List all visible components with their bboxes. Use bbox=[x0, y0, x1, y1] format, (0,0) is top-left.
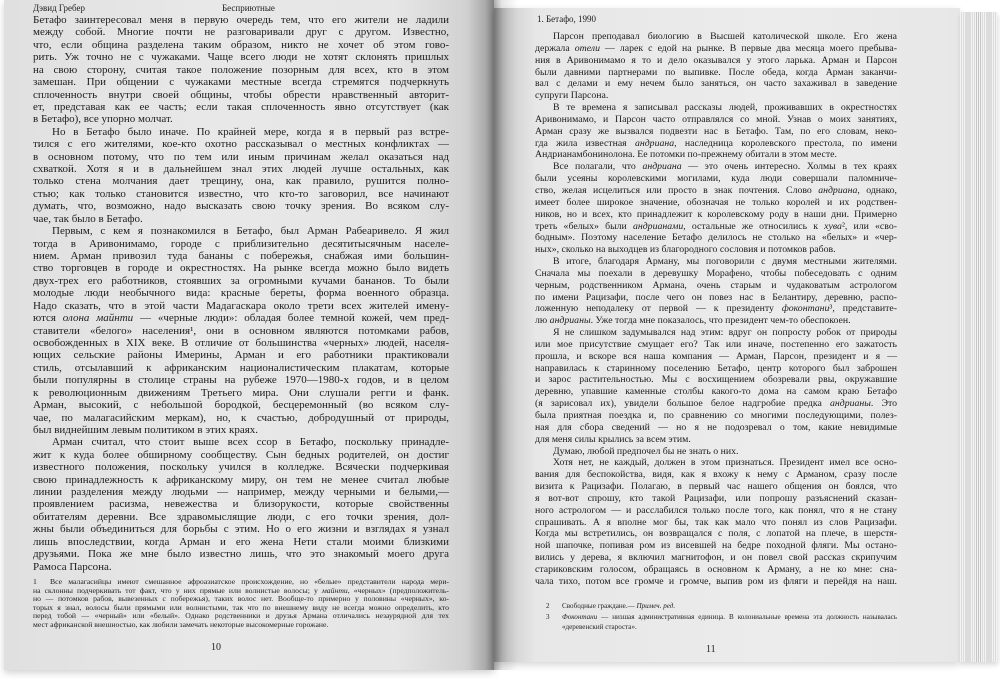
text-line bbox=[33, 200, 449, 212]
text-run: В те времена я записывал рассказы людей, проживавших в окрестностях bbox=[553, 102, 897, 114]
text-line bbox=[535, 102, 897, 114]
text-line bbox=[33, 126, 449, 138]
text-run: ет, представая как ее часть; если такая сплоченность явно отсутствует (как bbox=[33, 100, 449, 113]
footnotes bbox=[33, 578, 449, 630]
text-run: деревню, упавшие каменные столбы какого-то дома на самом краю Бетафо bbox=[535, 386, 897, 398]
italic-term: майнти bbox=[321, 585, 348, 595]
text-run: только стена молчания дает трещину, она, как правило, рушится полно- bbox=[33, 175, 449, 188]
text-run: Я не слишком задумывался над этим: вдруг он попросту робок от природы bbox=[553, 327, 897, 339]
text-line bbox=[535, 363, 897, 375]
text-line bbox=[33, 287, 449, 299]
body-text bbox=[535, 31, 897, 588]
text-line bbox=[535, 327, 897, 339]
text-line bbox=[535, 78, 897, 90]
text-line bbox=[33, 474, 449, 486]
text-line bbox=[535, 268, 897, 280]
text-run: ются bbox=[33, 312, 63, 325]
text-run: . Это bbox=[870, 398, 897, 410]
text-run: В итоге, благодаря Арману, мы поговорили с двумя местными жителями. bbox=[553, 256, 897, 268]
paragraph bbox=[535, 457, 897, 587]
italic-term: андрианами bbox=[632, 220, 684, 232]
text-line bbox=[535, 256, 897, 268]
text-line bbox=[535, 31, 897, 43]
text-line bbox=[535, 374, 897, 386]
text-line bbox=[33, 412, 449, 424]
text-run: чае, так было в Бетафо. bbox=[33, 212, 143, 225]
text-line bbox=[535, 564, 897, 576]
text-line bbox=[33, 561, 449, 573]
text-run: Первым, с кем я познакомился в Бетафо, был Арман Рабеаривело. Я жил bbox=[52, 225, 449, 238]
text-run: ных», сколько на выходцев из благородного сословия и потомков рабов. bbox=[535, 244, 836, 256]
text-run: спрашивать. А я вполне мог бы, так как мало что понял из слов Рацизафи. bbox=[535, 516, 897, 528]
text-run: , «черных» (предположитель- bbox=[347, 585, 449, 595]
text-run: Аривонимамо, и Парсон часто отправлялся со мной. Узнав о моих занятиях, bbox=[535, 113, 897, 125]
text-run: ³, представите- bbox=[829, 303, 897, 315]
text-line bbox=[33, 163, 449, 175]
text-run: Арман считал, что стоит выше всех ссор в Бетафо, поскольку принадле- bbox=[52, 436, 449, 449]
footnote-line bbox=[33, 621, 449, 630]
text-run: линии разделения между людьми — например, между черными и белыми,— bbox=[33, 486, 449, 499]
text-line bbox=[33, 374, 449, 386]
footnote-line bbox=[546, 601, 897, 611]
text-line bbox=[33, 64, 449, 76]
text-line bbox=[33, 275, 449, 287]
text-line bbox=[535, 339, 897, 351]
text-run: — низшая административная единица. В колониальные времена эта должность называлась bbox=[597, 613, 897, 621]
text-run: направилась к старинному поселению Бетафо, центр которого был заброшен bbox=[535, 362, 897, 374]
text-line bbox=[33, 51, 449, 63]
text-line bbox=[535, 232, 897, 244]
text-run: в основном потому, что по тем или иным причинам желал оказаться над bbox=[33, 150, 449, 163]
text-run: для меня силы крылись за всем этим. bbox=[535, 433, 691, 445]
text-run: мест африканской внешностью, как любили замечать некоторые высокомерные горожане. bbox=[33, 619, 329, 629]
text-line bbox=[535, 540, 897, 552]
text-run: по имени Рацизафи, после чего он повез нас в Белантиру, деревню, распо- bbox=[535, 291, 897, 303]
text-run: тился с его жителями, кое-кто охотно рассказывал о местных конфликтах — bbox=[33, 138, 449, 151]
italic-term: олона майнти bbox=[62, 312, 134, 325]
text-run: чала тихо, потом все громче и громче, выпив ром из фляги и перейдя на наш. bbox=[535, 575, 897, 587]
text-run: ложенную неподалеку от первой — к президенту bbox=[535, 303, 782, 315]
text-run: или мое присутствие смущает его? Так или иначе, постепенно его зажатость bbox=[535, 338, 897, 350]
text-run: ного астрологом — и расслабился только после того, как понял, что я не стану bbox=[535, 504, 897, 516]
text-line bbox=[33, 548, 449, 560]
footnotes bbox=[535, 601, 897, 633]
paragraph bbox=[535, 102, 897, 161]
text-line bbox=[535, 67, 897, 79]
text-run: Рамоса Парсона. bbox=[33, 560, 112, 573]
text-line bbox=[535, 386, 897, 398]
text-line bbox=[33, 449, 449, 461]
footnote bbox=[535, 612, 897, 632]
text-run: стариковским голосом, обращаясь в основном к Арману, а не ко мне: сна- bbox=[535, 563, 897, 575]
text-line bbox=[535, 221, 897, 233]
text-run: ставители «белого» населения¹, они в основном являются потомками рабов, bbox=[33, 324, 449, 337]
text-run: замешан. При общении с чужаками местные всегда стремятся подчеркнуть bbox=[33, 76, 449, 89]
running-head-author: Дэвид Гребер bbox=[33, 3, 85, 13]
left-page bbox=[4, 0, 494, 670]
text-run: были усеяны королевскими могилами, куда люди совершали паломниче- bbox=[535, 173, 897, 185]
italic-term: Примеч. ред. bbox=[636, 602, 676, 610]
text-run: Арман, высокий, с небольшой бородкой, бесцеремонный (во всяком слу- bbox=[33, 399, 449, 412]
text-line bbox=[33, 175, 449, 187]
text-line bbox=[33, 225, 449, 237]
text-run: лю bbox=[535, 315, 550, 327]
text-run: Парсон преподавал биологию в Высшей католической школе. Его жена bbox=[553, 31, 897, 42]
text-run: — это очень интересно. Холмы в тех краях bbox=[681, 161, 898, 173]
text-line bbox=[33, 436, 449, 448]
text-line bbox=[33, 138, 449, 150]
text-line bbox=[535, 410, 897, 422]
text-run: ной шапочке, попивая ром из висевшей на бедре походной фляги. Мы остано- bbox=[535, 540, 897, 552]
text-run: но — потомков рабов, вывезенных с побережья), таких волос нет. Вообще-то примерно у половины «черных», ко- bbox=[33, 594, 449, 604]
text-run: Хотя нет, не каждый, должен в этом признаться. Президент имел все осно- bbox=[553, 457, 897, 469]
text-run: бодным». Поэтому население Бетафо делилось не столько на «белых» и «чер- bbox=[535, 232, 897, 244]
text-line bbox=[535, 576, 897, 588]
text-run: на свою сторону, считая такое положение позорным для всех, кто в этом bbox=[33, 63, 449, 76]
text-line bbox=[33, 101, 449, 113]
running-head-title: Бесприютные bbox=[222, 3, 275, 13]
text-line bbox=[33, 188, 449, 200]
text-line bbox=[535, 517, 897, 529]
text-run: Но в Бетафо было иначе. По крайней мере, когда я в первый раз встре- bbox=[52, 125, 449, 138]
text-run: вания для беспокойства, видя, как я вхожу к нему с Арманом, сразу после bbox=[535, 469, 897, 481]
text-line bbox=[33, 511, 449, 523]
body-text bbox=[33, 14, 449, 573]
text-line bbox=[33, 300, 449, 312]
text-run: супруги Парсона. bbox=[535, 90, 609, 102]
text-line bbox=[33, 337, 449, 349]
text-run: Думаю, любой предпочел бы не знать о них. bbox=[553, 445, 739, 457]
footnote-line bbox=[562, 622, 897, 632]
text-run: гда жила известная bbox=[535, 137, 635, 149]
text-run: Надо сказать, что в этой части Мадагаскара около трети всех жителей имену- bbox=[33, 299, 449, 312]
text-line bbox=[33, 39, 449, 51]
text-run: . Уже тогда мне показалось, что президент чем-то обеспокоен. bbox=[590, 315, 851, 327]
text-run: Арман сразу же вызвался подвезти нас в Бетафо. Там, по его словам, неко- bbox=[535, 125, 897, 137]
italic-term: фоконтани bbox=[781, 303, 830, 315]
text-run: были популярны в столице страны на рубеже 1970—1980-х годов, и в целом bbox=[33, 374, 449, 387]
text-run: (я зарисовал их), увидели большое белое надгробие предка bbox=[535, 398, 830, 410]
italic-term: андрианы bbox=[830, 398, 871, 410]
text-run: ющих сельские районы Имерины, Арман и его работники практиковали bbox=[33, 349, 449, 362]
text-run: были давними партнерами по выпивке. После обеда, когда Арман заканчи- bbox=[535, 66, 897, 78]
text-run: , наследница королевского престола, по имени bbox=[674, 137, 897, 149]
paragraph bbox=[535, 327, 897, 445]
text-line bbox=[33, 325, 449, 337]
text-line bbox=[33, 250, 449, 262]
footnote bbox=[535, 601, 897, 611]
text-run: держала bbox=[535, 42, 575, 54]
text-run: перед тобой — «черный» или «белый». Однако родственники и друзья Армана отличались незаурядной для тех bbox=[33, 611, 449, 621]
text-line bbox=[535, 457, 897, 469]
text-run: нием. Арман привозил туда бананы с побережья, снабжая ими большин- bbox=[33, 250, 449, 263]
text-line bbox=[535, 315, 897, 327]
text-line bbox=[33, 151, 449, 163]
text-run: в Бетафо), все упорно молчат. bbox=[33, 113, 173, 126]
paragraph bbox=[535, 446, 897, 458]
text-line bbox=[33, 89, 449, 101]
paragraph bbox=[535, 256, 897, 327]
text-run: Все полагали, что bbox=[553, 161, 643, 173]
text-run: визита к Рацизафи. Полагаю, в первый час нашего общения он боялся, что bbox=[535, 481, 897, 493]
text-run: думать, что, возможно, надо высказать свою точку зрения. Во всяком слу- bbox=[33, 200, 449, 213]
page-number: 11 bbox=[706, 644, 716, 655]
text-run: ство, желая исцелиться или просто в знак почтения. Слово bbox=[535, 184, 819, 196]
text-line bbox=[33, 213, 449, 225]
text-run: свою принадлежность к африканскому миру, он тем не менее считал любые bbox=[33, 473, 449, 486]
text-line bbox=[535, 244, 897, 256]
text-line bbox=[33, 362, 449, 374]
text-run: ная для сбора сведений — но я не подозревал о том, какие невидимые bbox=[535, 421, 897, 433]
text-run: известного положения, поскольку учился в колледже. Всячески подчеркивая bbox=[33, 461, 449, 474]
footnote-number: 2 bbox=[546, 602, 550, 610]
text-run: черным, родственником Армана, очень старым и чудаковатым астрологом bbox=[535, 279, 897, 291]
text-run: жит к куда более обширному сообществу. Сын бедных родителей, он достиг bbox=[33, 448, 449, 461]
text-line bbox=[535, 209, 897, 221]
text-line bbox=[535, 528, 897, 540]
text-run: проявлением расизма, невежества и близорукости, которые свойственны bbox=[33, 498, 449, 511]
text-line bbox=[33, 523, 449, 535]
footnote-line bbox=[546, 612, 897, 622]
text-run: к революционным движениям Третьего мира. Они слушали регги и фанк. bbox=[33, 386, 449, 399]
text-run: между собой. Многие почти не разговаривали друг с другом. Известно, bbox=[33, 26, 449, 39]
text-line bbox=[33, 461, 449, 473]
footnote-number: 3 bbox=[546, 613, 550, 621]
text-run: Свободные граждане.— bbox=[562, 602, 637, 610]
text-line bbox=[535, 126, 897, 138]
text-run: друзьями. Пока же мне было известно лишь, что это знакомый моего друга bbox=[33, 548, 449, 561]
italic-term: андриана bbox=[642, 161, 682, 173]
text-line bbox=[33, 76, 449, 88]
text-line bbox=[535, 138, 897, 150]
text-run: имеет более широкое значение, обозначая не только королей и их родствен- bbox=[535, 196, 897, 208]
text-line bbox=[33, 26, 449, 38]
text-line bbox=[33, 536, 449, 548]
italic-term: отели bbox=[574, 42, 600, 54]
running-head-chapter: 1. Бетафо, 1990 bbox=[537, 14, 597, 24]
text-run: Все малагасийцы имеют смешанное афроазиатское происхождение, но «белые» представители народа мери- bbox=[50, 577, 449, 586]
text-line bbox=[535, 280, 897, 292]
text-line bbox=[535, 114, 897, 126]
text-run: обитателям деревни. Все здравомыслящие люди, с его точки зрения, дол- bbox=[33, 510, 449, 523]
text-run: рить. Уж точно не с чужаками. Чаще всего люди не хотят склонять пришлых bbox=[33, 51, 449, 64]
text-run: Бетафо заинтересовал меня в первую очередь тем, что его жители не ладили bbox=[33, 14, 449, 26]
footnote bbox=[33, 578, 449, 630]
paragraph bbox=[33, 436, 449, 573]
paragraph bbox=[535, 161, 897, 256]
text-line bbox=[33, 498, 449, 510]
text-line bbox=[535, 197, 897, 209]
italic-term: андриана bbox=[818, 184, 858, 196]
text-line bbox=[535, 43, 897, 55]
text-run: стиль, отсылавший к африканским националистическим плакатам, которые bbox=[33, 361, 449, 374]
text-line bbox=[33, 113, 449, 125]
footnote-number: 1 bbox=[33, 577, 37, 586]
text-run: ния в Аривонимамо я то и дело оказывался у этого ларька. Арман и Парсон bbox=[535, 54, 897, 66]
text-line bbox=[33, 349, 449, 361]
text-run: была приятная поездка и, по сравнению со многими последующими, полез- bbox=[535, 410, 897, 421]
right-page bbox=[494, 8, 960, 662]
text-run: что, если община разделена таким образом, никто не хочет об этом гово- bbox=[33, 38, 449, 51]
paragraph bbox=[535, 31, 897, 102]
text-line bbox=[33, 387, 449, 399]
text-line bbox=[535, 505, 897, 517]
text-run: двух-трех его работников, стоявших за огромными кучами бананов. То были bbox=[33, 274, 449, 287]
text-line bbox=[33, 486, 449, 498]
text-line bbox=[535, 552, 897, 564]
text-line bbox=[535, 161, 897, 173]
page-number: 10 bbox=[211, 642, 221, 653]
text-run: молодые люди необычного вида: красные береты, форма военного образца. bbox=[33, 287, 449, 300]
italic-term: андрианы bbox=[549, 315, 591, 327]
text-run: и зарос растительностью. Мы с восхищением обозревали рвы, окружавшие bbox=[535, 374, 897, 386]
text-run: на склонны подчеркивать тот факт, что у них прямые или волнистые волосы; у bbox=[33, 585, 322, 595]
page-edges bbox=[960, 12, 997, 662]
text-line bbox=[535, 185, 897, 197]
italic-term: хува bbox=[824, 220, 842, 232]
paragraph bbox=[33, 14, 449, 126]
text-run: Когда мы встретились, он возвращался с поля, с лопатой на плече, в шерстя- bbox=[535, 528, 897, 540]
text-line bbox=[535, 493, 897, 505]
text-run: торых я знал, волосы были прямыми или волнистыми, так что по внешнему виду не всегда можно определить, кто bbox=[33, 602, 449, 612]
text-line bbox=[33, 238, 449, 250]
text-run: ство торговцев в городе и окрестностях. На рынке всегда можно было видеть bbox=[33, 262, 449, 275]
italic-term: андриана bbox=[634, 137, 675, 149]
text-line bbox=[535, 55, 897, 67]
text-line bbox=[535, 469, 897, 481]
text-run: — ларек с едой на рынке. В первые два месяца моего пребыва- bbox=[599, 42, 897, 54]
text-run: вились у дерева, я включил магнитофон, и он повел свой рассказ скрипучим bbox=[535, 552, 897, 564]
text-run: , остальные же относились к bbox=[683, 220, 825, 232]
text-run: треть «белых» были bbox=[535, 220, 633, 232]
text-run: освобожденных в XIX веке. В отличие от большинства «черных» людей, населя- bbox=[33, 336, 449, 349]
text-line bbox=[535, 481, 897, 493]
text-run: лишь впоследствии, когда Арман и его жена Нети стали моими близкими bbox=[33, 535, 449, 548]
text-line bbox=[33, 14, 449, 26]
text-line bbox=[33, 399, 449, 411]
text-line bbox=[33, 262, 449, 274]
paragraph bbox=[33, 225, 449, 436]
text-line bbox=[535, 173, 897, 185]
text-run: — «черные люди»: обладая более темной кожей, чем пред- bbox=[133, 312, 449, 325]
text-line bbox=[33, 424, 449, 436]
text-run: вал с делами и ему нечем было заняться, он часто захаживал в заведение bbox=[535, 78, 897, 90]
text-line bbox=[535, 446, 897, 458]
text-run: ², или «сво- bbox=[841, 220, 897, 232]
text-line bbox=[535, 303, 897, 315]
text-line bbox=[33, 312, 449, 324]
text-line bbox=[535, 292, 897, 304]
text-line bbox=[535, 351, 897, 363]
text-line bbox=[535, 434, 897, 446]
text-run: прошла, и вскоре вся наша компания — Арман, Парсон, президент и я — bbox=[535, 350, 897, 362]
text-run: схваткой. Хотя я и в дальнейшем знал этих людей лучше остальных, как bbox=[33, 163, 449, 176]
text-line bbox=[535, 90, 897, 102]
text-run: я вот-вот спрошу, кто такой Рацизафи, или попрошу разъяснений сказан- bbox=[535, 492, 897, 504]
text-run: был виднейшим левым политиком в этих краях. bbox=[33, 423, 259, 436]
text-run: Сначала мы поехали в деревушку Морафено, чтобы побеседовать с одним bbox=[535, 267, 897, 279]
text-run: стью; как только становится известно, что кто-то заговорил, все начинают bbox=[33, 187, 449, 200]
text-run: тогда в Аривонимамо, городе с приблизительно десятитысячным населе- bbox=[33, 237, 449, 250]
text-run: Андрианамбонинолона. Ее потомки по-прежнему обитали в этом месте. bbox=[535, 149, 837, 161]
text-line bbox=[535, 422, 897, 434]
text-run: сплоченность внутри своей общины, чтобы обрести нравственный авторит- bbox=[33, 88, 449, 101]
text-run: «деревенский староста». bbox=[562, 623, 637, 631]
paragraph bbox=[33, 126, 449, 225]
text-line bbox=[535, 398, 897, 410]
text-run: ников, но и всех, кто принадлежит к королевскому роду в наши дни. Примерно bbox=[535, 208, 897, 220]
italic-term: Фоконтани bbox=[562, 613, 598, 621]
text-run: чае, по малагасийским меркам), но, к счастью, добродушный от природы, bbox=[33, 411, 449, 424]
text-line bbox=[535, 149, 897, 161]
text-run: , однако, bbox=[857, 184, 898, 196]
text-run: жны были объединиться для борьбы с этим. Но о его жизни и взглядах я узнал bbox=[33, 523, 449, 536]
